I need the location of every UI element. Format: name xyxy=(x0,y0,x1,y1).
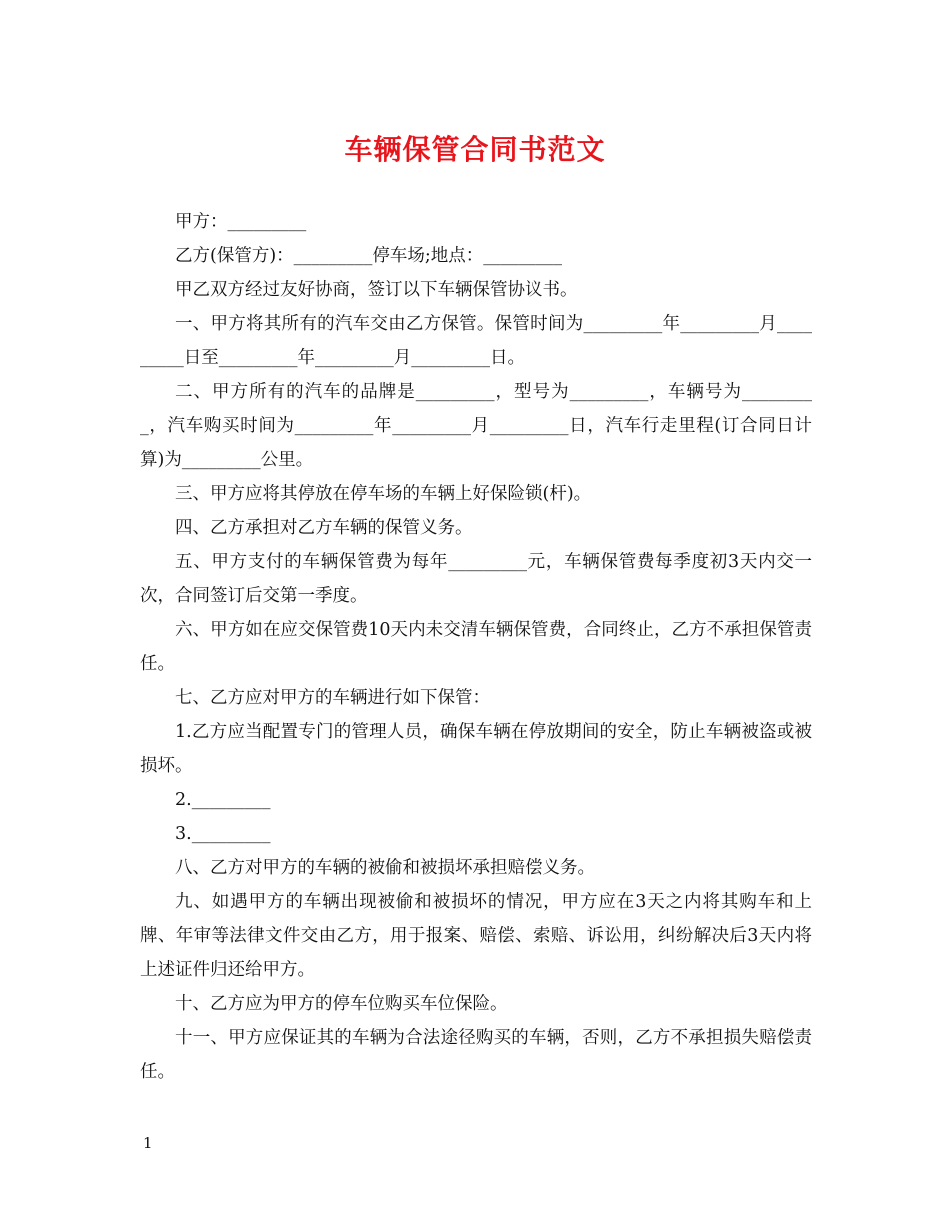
page-number: 1 xyxy=(143,1134,153,1152)
paragraph-clause-7-item-3: 3._________ xyxy=(175,824,271,844)
paragraph-clause-7-item-1: 1.乙方应当配置专门的管理人员，确保车辆在停放期间的安全，防止车辆被盗或被损坏。 xyxy=(140,722,812,776)
paragraph-clause-5: 五、甲方支付的车辆保管费为每年_________元，车辆保管费每季度初3天内交一次，合同签订后交第一季度。 xyxy=(140,552,812,606)
paragraph-clause-7-item-2: 2._________ xyxy=(175,790,271,810)
paragraph-clause-9: 九、如遇甲方的车辆出现被偷和被损坏的情况，甲方应在3天之内将其购车和上牌、年审等法律文件交由乙方，用于报案、赔偿、索赔、诉讼用，纠纷解决后3天内将上述证件归还给甲方。 xyxy=(140,892,812,980)
paragraph-clause-4: 四、乙方承担对乙方车辆的保管义务。 xyxy=(175,518,473,538)
paragraph-party-b: 乙方(保管方)：_________停车场;地点：_________ xyxy=(175,246,563,266)
paragraph-party-a: 甲方：_________ xyxy=(175,212,307,232)
paragraph-clause-8: 八、乙方对甲方的车辆的被偷和被损坏承担赔偿义务。 xyxy=(175,858,595,878)
paragraph-intro: 甲乙双方经过友好协商，签订以下车辆保管协议书。 xyxy=(175,280,578,300)
paragraph-clause-6: 六、甲方如在应交保管费10天内未交清车辆保管费，合同终止，乙方不承担保管责任。 xyxy=(140,620,812,674)
document-body xyxy=(140,205,812,1089)
document-title: 车辆保管合同书范文 xyxy=(344,133,606,166)
paragraph-clause-10: 十、乙方应为甲方的停车位购买车位保险。 xyxy=(175,994,508,1014)
paragraph-clause-2: 二、甲方所有的汽车的品牌是_________，型号为_________，车辆号为_________，汽车购买时间为_________年_________月_________日，汽车行走里程(订合同日计算)为_________公里。 xyxy=(140,382,812,470)
paragraph-clause-7: 七、乙方应对甲方的车辆进行如下保管： xyxy=(175,688,490,708)
paragraph-clause-3: 三、甲方应将其停放在停车场的车辆上好保险锁(杆)。 xyxy=(175,484,592,504)
paragraph-clause-1: 一、甲方将其所有的汽车交由乙方保管。保管时间为_________年_________月_________日至_________年_________月_________日。 xyxy=(140,314,812,368)
paragraph-clause-11: 十一、甲方应保证其的车辆为合法途径购买的车辆，否则，乙方不承担损失赔偿责任。 xyxy=(140,1028,812,1082)
